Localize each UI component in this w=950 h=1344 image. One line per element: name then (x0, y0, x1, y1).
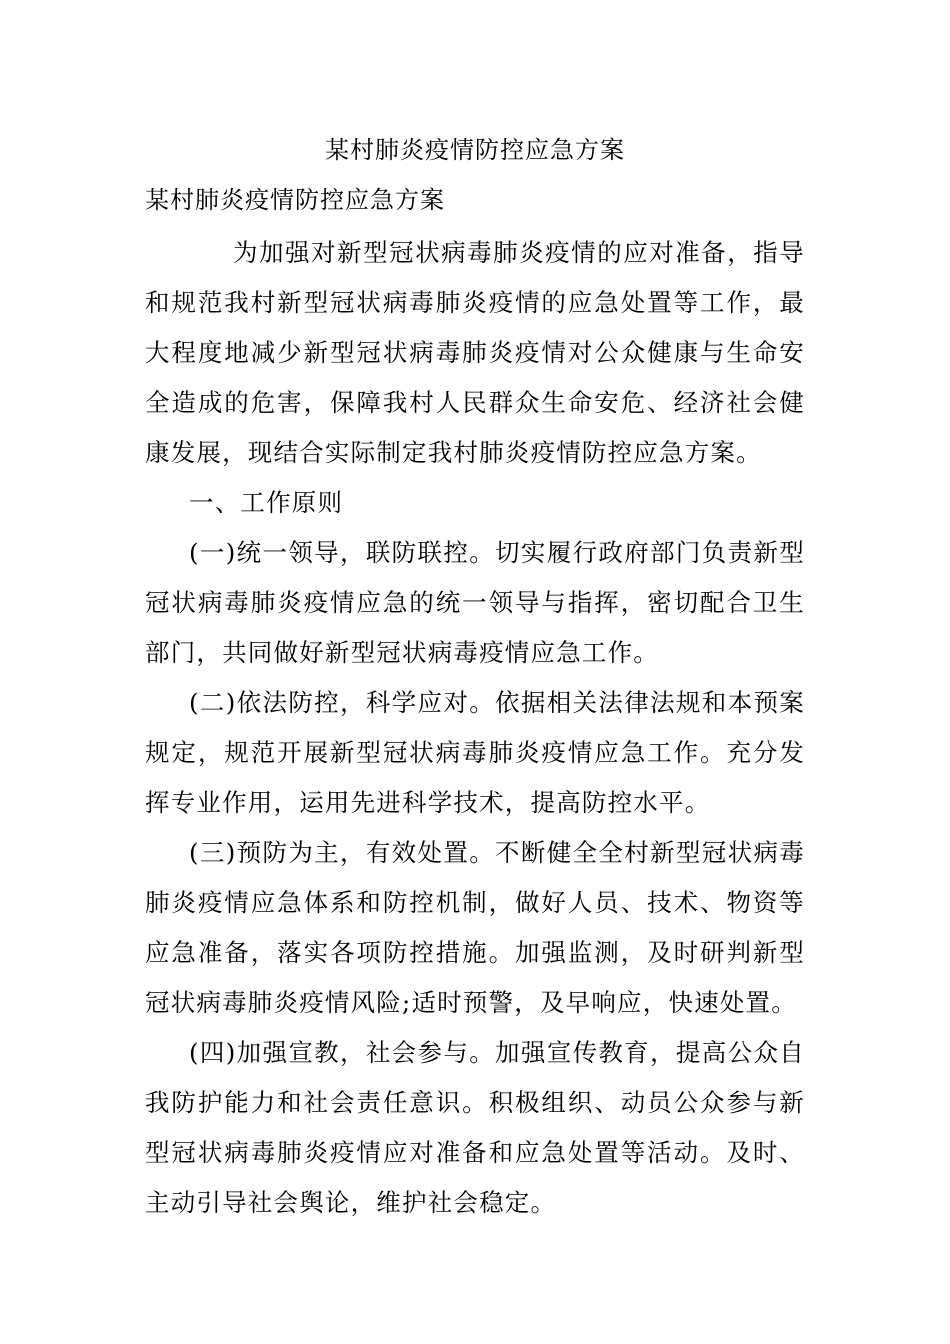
document-title: 某村肺炎疫情防控应急方案 (325, 136, 625, 164)
principle-paragraph: (一)统一领导，联防联控。切实履行政府部门负责新型冠状病毒肺炎疫情应急的统一领导与指挥，密切配合卫生部门，共同做好新型冠状病毒疫情应急工作。 (145, 538, 805, 667)
document-body (145, 228, 805, 1228)
intro-paragraph: 为加强对新型冠状病毒肺炎疫情的应对准备，指导和规范我村新型冠状病毒肺炎疫情的应急处置等工作，最大程度地减少新型冠状病毒肺炎疫情对公众健康与生命安全造成的危害，保障我村人民群众生命安危、经济社会健康发展，现结合实际制定我村肺炎疫情防控应急方案。 (145, 238, 805, 467)
principle-paragraph: (二)依法防控，科学应对。依据相关法律法规和本预案规定，规范开展新型冠状病毒肺炎疫情应急工作。充分发挥专业作用，运用先进科学技术，提高防控水平。 (145, 688, 805, 817)
principle-paragraph: (四)加强宣教，社会参与。加强宣传教育，提高公众自我防护能力和社会责任意识。积极组织、动员公众参与新型冠状病毒肺炎疫情应对准备和应急处置等活动。及时、主动引导社会舆论，维护社会稳定。 (145, 1038, 805, 1217)
document-subtitle: 某村肺炎疫情防控应急方案 (145, 186, 445, 214)
section-heading: 一、工作原则 (189, 488, 344, 517)
principle-paragraph: (三)预防为主，有效处置。不断健全全村新型冠状病毒肺炎疫情应急体系和防控机制，做好人员、技术、物资等应急准备，落实各项防控措施。加强监测，及时研判新型冠状病毒肺炎疫情风险;适时预警，及早响应，快速处置。 (145, 838, 805, 1017)
